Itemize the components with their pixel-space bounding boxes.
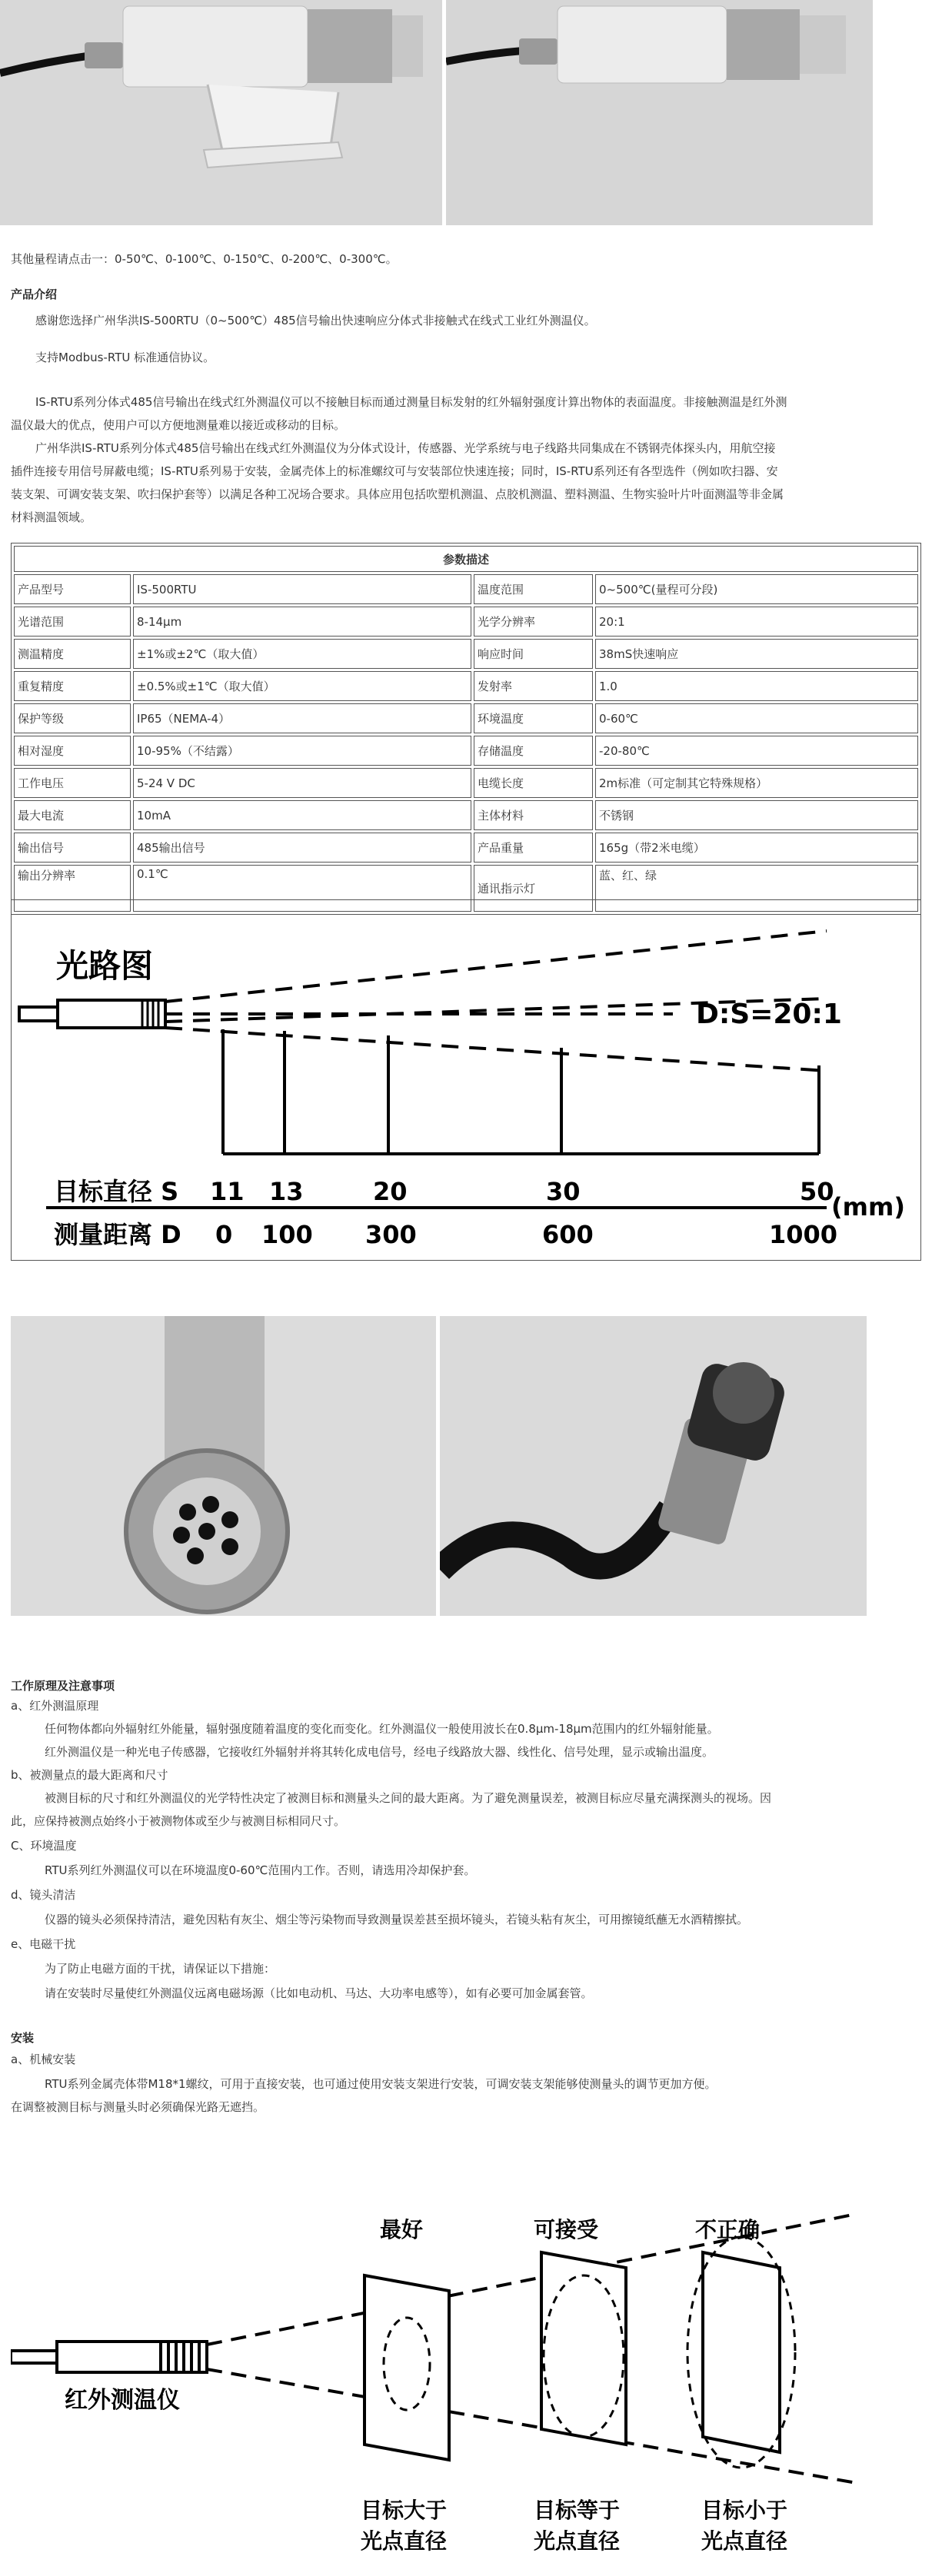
principle-a1: 任何物体都向外辐射红外能量，辐射强度随着温度的变化而变化。红外测温仪一般使用波长在0.8μm-18μm范围内的红外辐射能量。 <box>45 1722 719 1736</box>
intro-para4c: 装支架、可调安装支架、吹扫保护套等）以满足各种工况场合要求。具体应用包括吹塑机测温、点胶机测温、塑料测温、生物实验叶片叶面测温等非金属 <box>11 487 784 501</box>
principle-b-title: b、被测量点的最大距离和尺寸 <box>11 1768 168 1782</box>
best-label: 最好 <box>380 2217 424 2242</box>
principle-e2: 请在安装时尽量使红外测温仪远离电磁场源（比如电动机、马达、大功率电感等），如有必要可加金属套管。 <box>45 1986 593 2000</box>
smaller-label-2: 光点直径 <box>701 2528 788 2554</box>
d-label: 测量距离 D <box>54 1220 181 1249</box>
d-value: 300 <box>365 1220 417 1249</box>
unit-label: (mm) <box>831 1192 905 1222</box>
range-note: 其他量程请点击一：0-50℃、0-100℃、0-150℃、0-200℃、0-300℃。 <box>11 252 398 266</box>
table-row: 产品型号 IS-500RTU 温度范围 0~500℃(量程可分段) <box>14 574 918 604</box>
d-value: 100 <box>261 1220 313 1249</box>
product-photo-side <box>446 0 873 225</box>
sensor-label: 红外测温仪 <box>65 2387 180 2414</box>
principle-c1: RTU系列红外测温仪可以在环境温度0-60℃范围内工作。否则，请选用冷却保护套。 <box>45 1863 476 1877</box>
equal-label-1: 目标等于 <box>534 2498 621 2523</box>
acceptable-label: 可接受 <box>534 2217 599 2242</box>
install-a-title: a、机械安装 <box>11 2052 76 2066</box>
d-value: 1000 <box>769 1220 838 1249</box>
d-value: 600 <box>542 1220 594 1249</box>
s-value: 30 <box>546 1177 581 1206</box>
s-value: 13 <box>269 1177 304 1206</box>
install-a1: RTU系列金属壳体带M18*1螺纹，可用于直接安装，也可通过使用安装支架进行安装，可调安装支架能够使测量头的调节更加方便。 <box>45 2077 717 2091</box>
table-row: 最大电流 10mA 主体材料 不锈钢 <box>14 800 918 830</box>
principle-a2: 红外测温仪是一种光电子传感器，它接收红外辐射并将其转化成电信号，经电子线路放大器、线性化、信号处理，显示或输出温度。 <box>45 1745 714 1759</box>
product-photo-with-bracket <box>0 0 442 225</box>
intro-para4d: 材料测温领域。 <box>11 510 92 524</box>
table-row: 输出信号 485输出信号 产品重量 165g（带2米电缆） <box>14 833 918 863</box>
smaller-label-1: 目标小于 <box>701 2498 788 2523</box>
spec-table-title: 参数描述 <box>14 546 918 572</box>
install-heading: 安装 <box>11 2031 35 2045</box>
table-row: 保护等级 IP65（NEMA-4） 环境温度 0-60℃ <box>14 703 918 733</box>
principle-b1: 被测目标的尺寸和红外测温仪的光学特性决定了被测目标和测量头之间的最大距离。为了避免测量误差，被测目标应尽量充满探测头的视场。因 <box>45 1791 772 1805</box>
equal-label-2: 光点直径 <box>534 2528 621 2554</box>
s-label: 目标直径 S <box>54 1177 179 1206</box>
table-row: 输出分辨率 0.1℃ 通讯指示灯 蓝、红、绿 <box>14 865 918 912</box>
table-row: 测温精度 ±1%或±2℃（取大值） 响应时间 38mS快速响应 <box>14 639 918 669</box>
principle-c-title: C、环境温度 <box>11 1839 77 1853</box>
principle-heading: 工作原理及注意事项 <box>11 1679 115 1693</box>
table-row: 光谱范围 8-14μm 光学分辨率 20:1 <box>14 607 918 637</box>
bigger-label-2: 光点直径 <box>361 2528 448 2554</box>
intro-heading: 产品介绍 <box>11 288 58 301</box>
s-value: 20 <box>373 1177 408 1206</box>
principle-d-title: d、镜头清洁 <box>11 1888 76 1902</box>
target-size-diagram <box>11 2199 921 2573</box>
incorrect-label: 不正确 <box>695 2217 761 2242</box>
intro-line1: 感谢您选择广州华洪IS-500RTU（0~500℃）485信号输出快速响应分体式非接触式在线式工业红外测温仪。 <box>35 314 596 327</box>
light-path-diagram <box>11 899 921 1261</box>
s-value: 50 <box>800 1177 834 1206</box>
principle-e1: 为了防止电磁方面的干扰，请保证以下措施： <box>45 1962 276 1976</box>
sensor-connector-photo <box>11 1316 436 1616</box>
bigger-label-1: 目标大于 <box>361 2498 448 2523</box>
spec-table <box>11 543 921 915</box>
intro-para4b: 插件连接专用信号屏蔽电缆；IS-RTU系列易于安装，金属壳体上的标准螺纹可与安装部位快速连接；同时，IS-RTU系列还有各型选件（例如吹扫器、安 <box>11 464 778 478</box>
install-a2: 在调整被测目标与测量头时必须确保光路无遮挡。 <box>11 2100 265 2114</box>
intro-line2: 支持Modbus-RTU 标准通信协议。 <box>35 351 215 364</box>
principle-b2: 此，应保持被测点始终小于被测物体或至少与被测目标相同尺寸。 <box>11 1814 346 1828</box>
intro-para3b: 温仪最大的优点，使用户可以方便地测量难以接近或移动的目标。 <box>11 418 346 432</box>
table-row: 相对湿度 10-95%（不结露） 存储温度 -20-80℃ <box>14 736 918 766</box>
intro-para3a: IS-RTU系列分体式485信号输出在线式红外测温仪可以不接触目标而通过测量目标发射的红外辐射强度计算出物体的表面温度。非接触测温是红外测 <box>35 395 787 409</box>
principle-e-title: e、电磁干扰 <box>11 1937 76 1951</box>
cable-connector-photo <box>440 1316 867 1616</box>
d-value: 0 <box>215 1220 233 1249</box>
table-row: 工作电压 5-24 V DC 电缆长度 2m标准（可定制其它特殊规格） <box>14 768 918 798</box>
light-path-title: 光路图 <box>56 947 154 985</box>
ratio-label: D:S=20:1 <box>696 999 842 1030</box>
principle-a-title: a、红外测温原理 <box>11 1699 99 1713</box>
intro-para4a: 广州华洪IS-RTU系列分体式485信号输出在线式红外测温仪为分体式设计，传感器、光学系统与电子线路共同集成在不锈钢壳体探头内，用航空接 <box>35 441 776 455</box>
principle-d1: 仪器的镜头必须保持清洁，避免因粘有灰尘、烟尘等污染物而导致测量误差甚至损坏镜头，若镜头粘有灰尘，可用擦镜纸蘸无水酒精擦拭。 <box>45 1913 749 1926</box>
s-value: 11 <box>210 1177 245 1206</box>
table-row: 重复精度 ±0.5%或±1℃（取大值） 发射率 1.0 <box>14 671 918 701</box>
